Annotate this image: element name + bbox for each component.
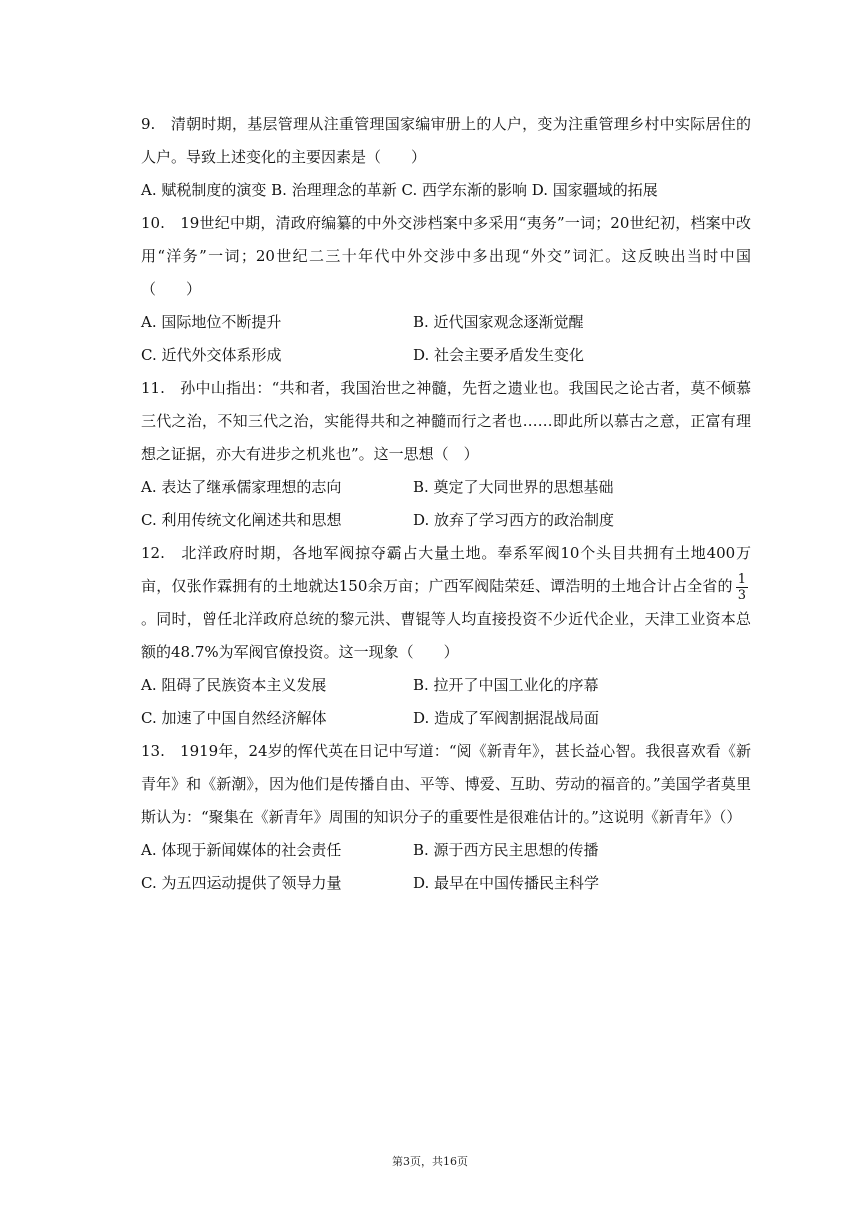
question-stem: 11. 孙中山指出：“共和者，我国治世之神髓，先哲之遗业也。我国民之论古者，莫不倾慕三代之治，不知三代之治，实能得共和之神髓而行之者也……即此所以慕古之意，正富有理想之证据，亦大有进步之机兆也”。这一思想（ ） [141, 379, 751, 463]
options [141, 834, 751, 900]
option-d: D. 最早在中国传播民主科学 [413, 874, 600, 892]
option-c: C. 近代外交体系形成 [141, 346, 282, 364]
question-12 [141, 537, 751, 735]
option-d: D. 国家疆域的拓展 [531, 181, 658, 199]
stem-before-fraction: 12. 北洋政府时期，各地军阀掠夺霸占大量土地。奉系军阀10个头目共拥有土地400万亩，仅张作霖拥有的土地就达150余万亩；广西军阀陆荣廷、谭浩明的土地合计占全省的 [141, 544, 751, 595]
options [141, 174, 751, 207]
question-10 [141, 207, 751, 372]
stem-after-fraction: 。同时，曾任北洋政府总统的黎元洪、曹锟等人均直接投资不少近代企业，天津工业资本总额的48.7%为军阀官僚投资。这一现象（ ） [141, 610, 751, 661]
question-list [141, 108, 751, 900]
option-c: C. 利用传统文化阐述共和思想 [141, 511, 342, 529]
option-b: B. 治理理念的革新 [271, 181, 397, 199]
option-a: A. 阻碍了民族资本主义发展 [141, 676, 327, 694]
option-c: C. 加速了中国自然经济解体 [141, 709, 327, 727]
fraction-numerator: 1 [737, 571, 746, 587]
question-11 [141, 372, 751, 537]
option-b: B. 源于西方民主思想的传播 [413, 841, 599, 859]
fraction-one-third [736, 573, 748, 602]
option-d: D. 造成了军阀割据混战局面 [413, 709, 600, 727]
question-13 [141, 735, 751, 900]
option-a: A. 国际地位不断提升 [141, 313, 282, 331]
option-d: D. 社会主要矛盾发生变化 [413, 346, 585, 364]
options [141, 669, 751, 735]
fraction-denominator: 3 [737, 587, 746, 603]
page-number: 第3页，共16页 [392, 1155, 468, 1168]
question-stem: 13. 1919年，24岁的恽代英在日记中写道：“阅《新青年》，甚长益心智。我很喜欢看《新青年》和《新潮》，因为他们是传播自由、平等、博爱、互助、劳动的福音的。”美国学者莫里斯认为：“聚集在《新青年》周围的知识分子的重要性是很难估计的。”这说明《新青年》（） [141, 742, 751, 826]
option-c: C. 为五四运动提供了领导力量 [141, 874, 342, 892]
option-c: C. 西学东渐的影响 [401, 181, 527, 199]
question-9 [141, 108, 751, 207]
option-a: A. 体现于新闻媒体的社会责任 [141, 841, 342, 859]
options [141, 306, 751, 372]
option-b: B. 拉开了中国工业化的序幕 [413, 676, 599, 694]
question-stem [141, 537, 751, 669]
question-stem: 10. 19世纪中期，清政府编纂的中外交涉档案中多采用“夷务”一词；20世纪初，档案中改用“洋务”一词；20世纪二三十年代中外交涉中多出现“外交”词汇。这反映出当时中国（ ） [141, 214, 751, 298]
option-a: A. 表达了继承儒家理想的志向 [141, 478, 342, 496]
question-stem: 9. 清朝时期，基层管理从注重管理国家编审册上的人户，变为注重管理乡村中实际居住的人户。导致上述变化的主要因素是（ ） [141, 115, 751, 166]
option-b: B. 奠定了大同世界的思想基础 [413, 478, 614, 496]
options [141, 471, 751, 537]
option-d: D. 放弃了学习西方的政治制度 [413, 511, 615, 529]
option-b: B. 近代国家观念逐渐觉醒 [413, 313, 584, 331]
option-a: A. 赋税制度的演变 [141, 181, 267, 199]
